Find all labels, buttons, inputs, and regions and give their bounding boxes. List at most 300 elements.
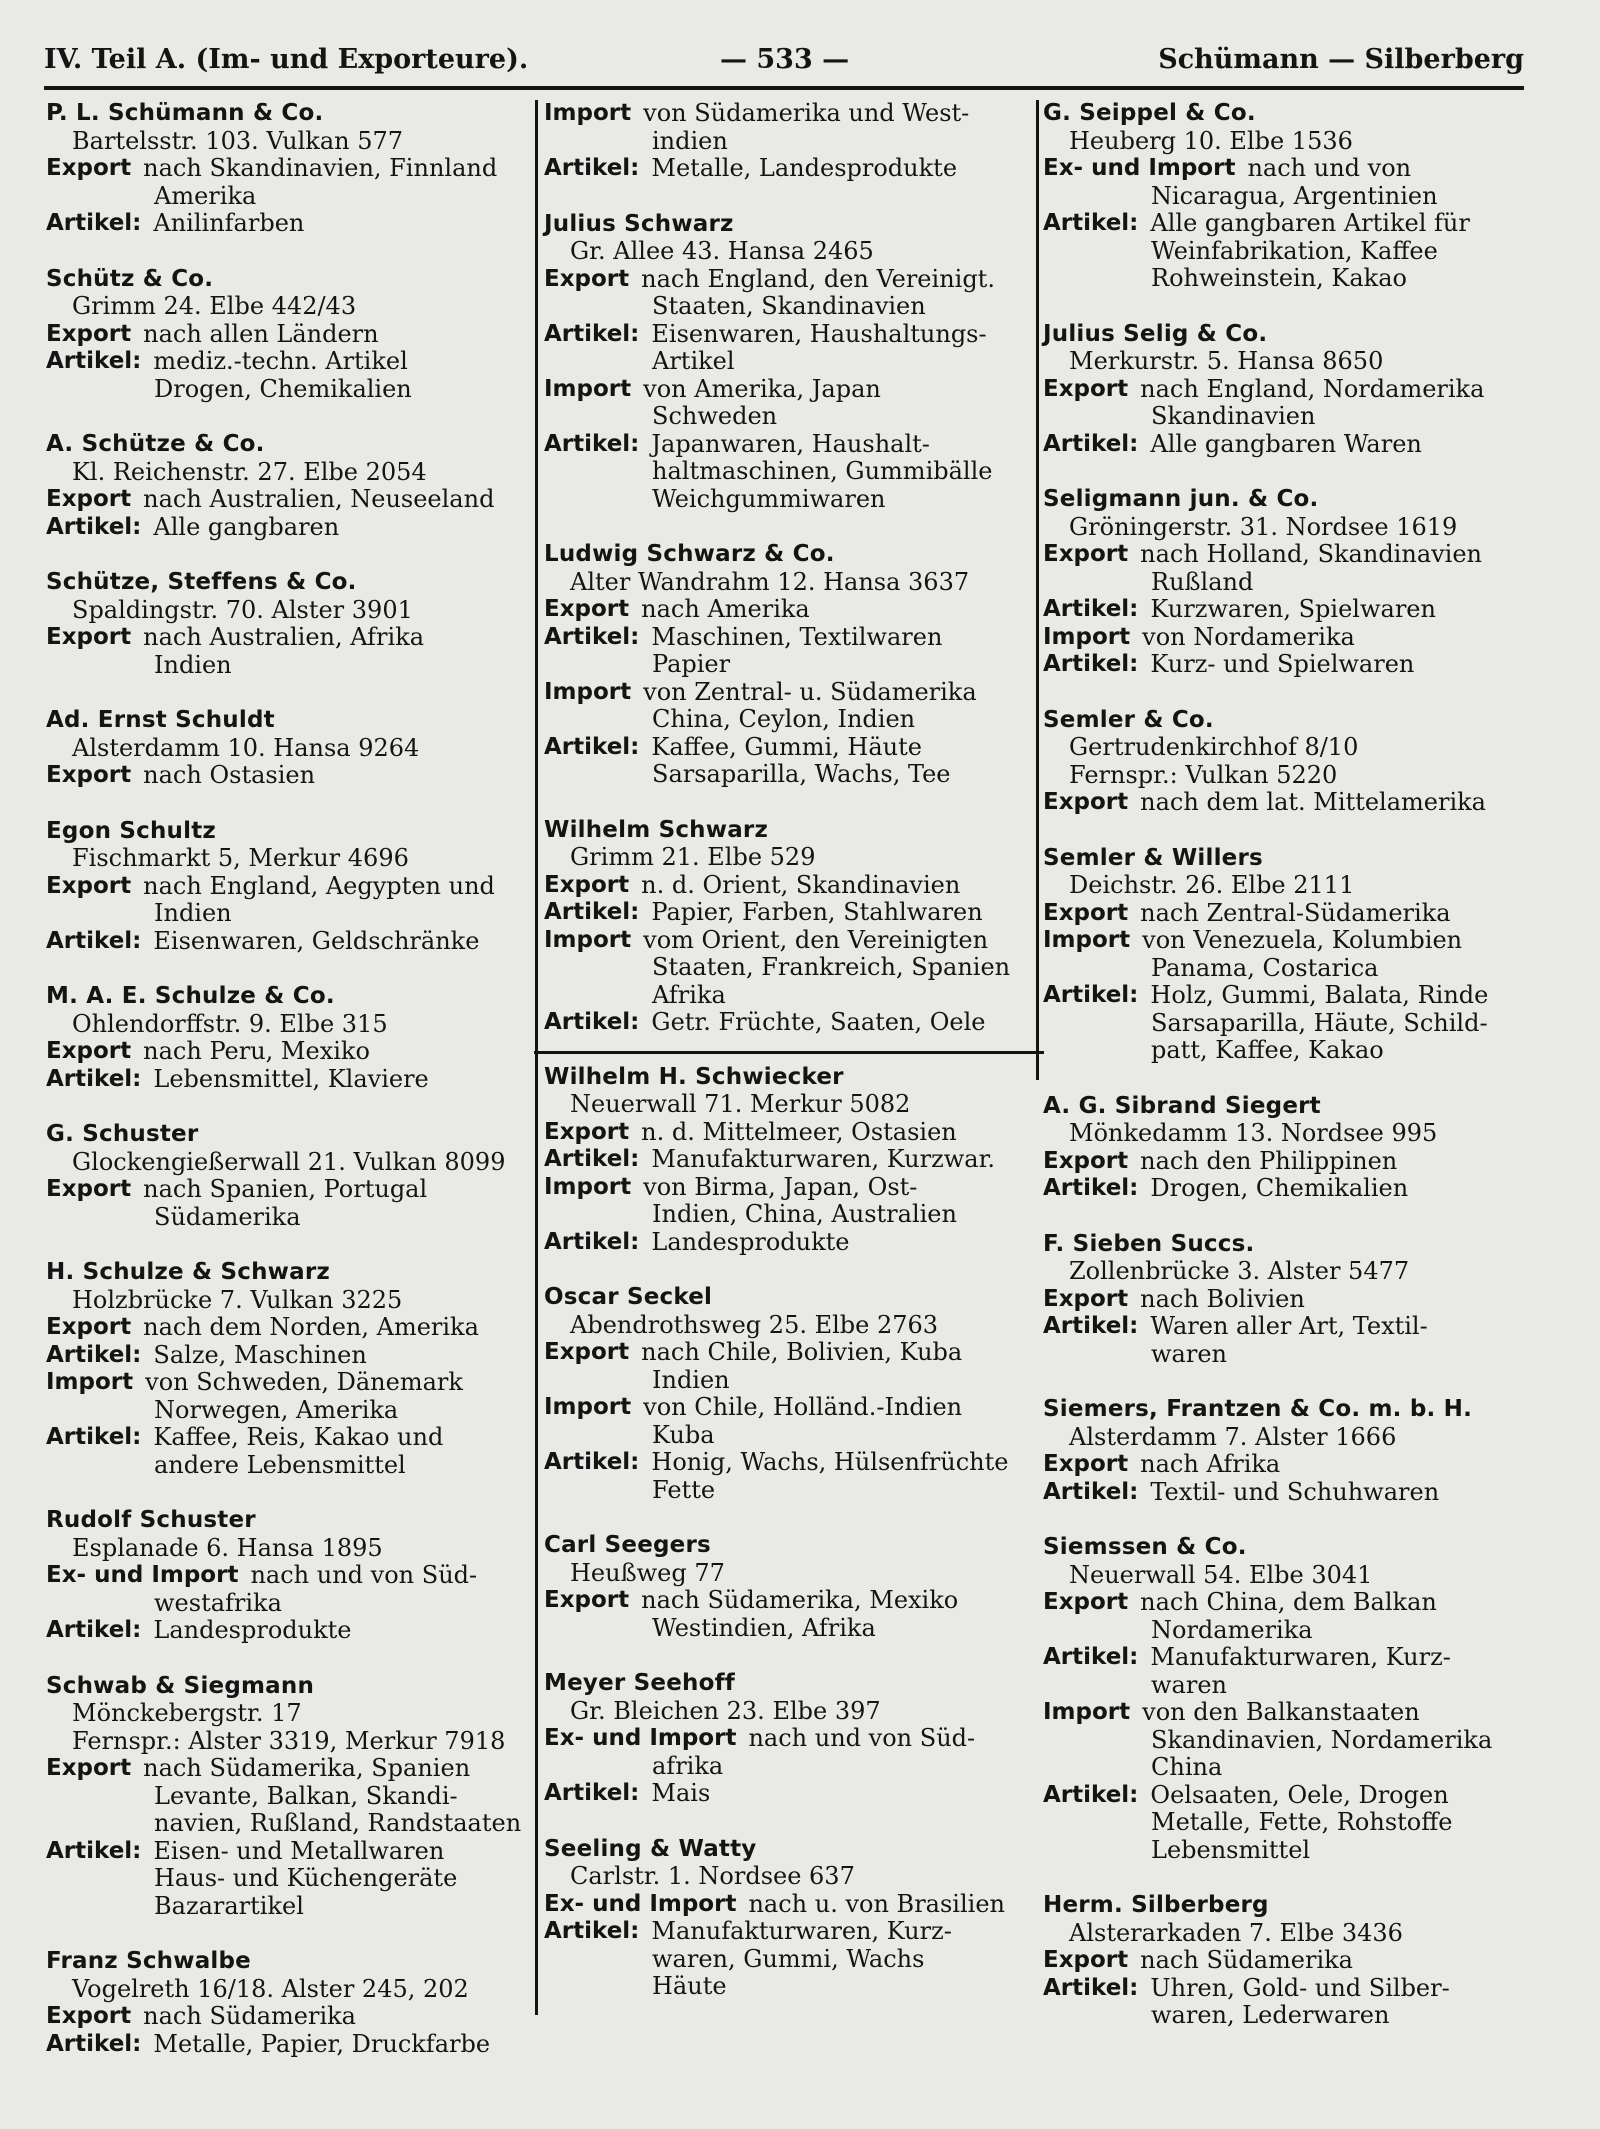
entry-row: [46, 1038, 526, 1066]
row-text: Manufakturwaren, Kurz-: [1150, 1643, 1451, 1671]
firm-entry: [1043, 321, 1535, 459]
row-label: Artikel:: [1043, 430, 1139, 457]
row-text: nach Bolivien: [1140, 1284, 1305, 1313]
row-text: nach England, den Vereinigt.: [641, 264, 995, 293]
row-text: Getr. Früchte, Saaten, Oele: [651, 1008, 986, 1036]
entry-row: [1043, 1947, 1535, 1975]
row-text: Anilinfarben: [153, 209, 305, 237]
entry-row: [544, 679, 1034, 707]
entry-row: [46, 155, 526, 183]
row-label: Import: [544, 1173, 632, 1200]
row-text: nach Südamerika, Spanien: [143, 1754, 471, 1782]
row-label: Import: [1043, 927, 1131, 953]
firm-address: Esplanade 6. Hansa 1895: [72, 1533, 383, 1562]
row-continuation: Fette: [652, 1475, 716, 1504]
entry-row: [1043, 1148, 1535, 1176]
row-label: Import: [544, 926, 632, 953]
firm-entry: [1043, 1231, 1535, 1369]
entry-row: [544, 1725, 1034, 1753]
row-label: Artikel:: [544, 155, 640, 181]
row-text: nach allen Ländern: [143, 319, 379, 348]
firm-entry: [1043, 1534, 1535, 1864]
entry-row: [46, 1066, 526, 1094]
entry-row: [1043, 1782, 1535, 1810]
firm-address: Alsterarkaden 7. Elbe 3436: [1069, 1918, 1403, 1947]
row-text: nach den Philippinen: [1140, 1146, 1398, 1175]
entry-row: [544, 100, 1034, 128]
row-label: Artikel:: [1043, 1974, 1139, 2001]
entry-row: [46, 210, 526, 238]
firm-address: Gr. Allee 43. Hansa 2465: [570, 237, 874, 265]
row-text: Waren aller Art, Textil-: [1150, 1312, 1428, 1340]
row-continuation: Papier: [652, 650, 731, 678]
firm-address: Bartelsstr. 103. Vulkan 577: [72, 126, 404, 155]
entry-row: [1043, 210, 1535, 238]
row-text: von Venezuela, Kolumbien: [1142, 926, 1463, 954]
entry-row: [46, 1755, 526, 1783]
firm-address: Gertrudenkirchhof 8/10: [1069, 733, 1359, 761]
entry-row: [544, 1587, 1034, 1615]
row-label: Artikel:: [544, 1009, 640, 1035]
column-divider-1: [535, 100, 538, 2015]
row-label: Artikel:: [46, 1065, 142, 1092]
row-text: Uhren, Gold- und Silber-: [1150, 1973, 1450, 2002]
row-text: nach Amerika: [641, 595, 810, 623]
firm-address: Abendrothsweg 25. Elbe 2763: [570, 1310, 939, 1339]
row-text: nach und von Süd-: [748, 1724, 976, 1752]
row-text: Metalle, Landesprodukte: [651, 154, 958, 182]
row-label: Export: [46, 1314, 132, 1340]
entry-row: [46, 1342, 526, 1370]
entry-row: [544, 155, 1034, 183]
firm-address: Gröningerstr. 31. Nordsee 1619: [1069, 512, 1458, 541]
firm-address: Merkurstr. 5. Hansa 8650: [1069, 347, 1384, 375]
firm-entry: [544, 1064, 1034, 1257]
firm-address: Ohlendorffstr. 9. Elbe 315: [72, 1009, 388, 1038]
row-label: Artikel:: [46, 2030, 142, 2057]
row-text: nach Afrika: [1140, 1450, 1281, 1478]
firm-name: A. Schütze & Co.: [46, 431, 265, 457]
row-label: Export: [46, 1755, 132, 1781]
entry-row: [544, 899, 1034, 927]
row-label: Artikel:: [46, 1617, 142, 1643]
firm-address: Grimm 24. Elbe 442/43: [72, 292, 357, 320]
row-continuation: Lebensmittel: [1151, 1835, 1311, 1864]
row-text: Salze, Maschinen: [153, 1340, 367, 1369]
entry-row: [46, 928, 526, 956]
row-label: Export: [1043, 789, 1129, 815]
row-label: Export: [46, 1038, 132, 1064]
entry-row: [1043, 1175, 1535, 1203]
firm-name: Wilhelm Schwarz: [544, 816, 769, 843]
row-text: Japanwaren, Haushalt-: [651, 429, 930, 458]
entry-row: [544, 734, 1034, 762]
entry-row: [46, 1369, 526, 1397]
entry-row: [1043, 376, 1535, 404]
row-label: Export: [544, 596, 630, 622]
row-continuation: indien: [652, 126, 728, 155]
row-text: Eisenwaren, Haushaltungs-: [651, 319, 987, 348]
row-text: nach Ostasien: [143, 761, 316, 789]
row-continuation: Westindien, Afrika: [652, 1613, 876, 1642]
row-text: Lebensmittel, Klaviere: [153, 1064, 429, 1093]
row-continuation: Südamerika: [154, 1202, 301, 1231]
firm-address: Carlstr. 1. Nordsee 637: [570, 1862, 855, 1890]
entry-row: [1043, 900, 1535, 928]
entry-row: [544, 376, 1034, 404]
row-label: Export: [46, 2003, 132, 2029]
firm-name: F. Sieben Succs.: [1043, 1230, 1255, 1257]
row-label: Ex- und Import: [46, 1562, 239, 1588]
firm-entry: [46, 1673, 526, 1921]
row-text: vom Orient, den Vereinigten: [643, 925, 989, 954]
firm-address: Spaldingstr. 70. Alster 3901: [72, 595, 413, 624]
row-continuation: Metalle, Fette, Rohstoffe: [1151, 1808, 1453, 1836]
firm-name: Ad. Ernst Schuldt: [46, 707, 275, 733]
entry-row: [1043, 624, 1535, 652]
row-label: Import: [544, 100, 632, 126]
entry-row: [1043, 927, 1535, 955]
firm-entry: [46, 818, 526, 956]
firm-address: Holzbrücke 7. Vulkan 3225: [72, 1285, 403, 1314]
row-text: n. d. Mittelmeer, Ostasien: [641, 1117, 957, 1146]
row-label: Artikel:: [1043, 982, 1139, 1008]
row-continuation: navien, Rußland, Randstaaten: [154, 1809, 522, 1837]
row-label: Artikel:: [1043, 1175, 1139, 1201]
entry-row: [1043, 789, 1535, 817]
row-continuation: Artikel: [652, 347, 735, 375]
firm-name: M. A. E. Schulze & Co.: [46, 983, 335, 1009]
firm-address: Alsterdamm 10. Hansa 9264: [72, 733, 420, 762]
entry-row: [1043, 651, 1535, 679]
entry-row: [1043, 596, 1535, 624]
row-text: Kurzwaren, Spielwaren: [1150, 595, 1436, 623]
row-label: Export: [46, 762, 132, 788]
firm-address: Heußweg 77: [570, 1558, 725, 1587]
row-continuation: Häute: [652, 1972, 727, 2000]
row-continuation: Schweden: [652, 402, 778, 430]
firm-address: Glockengießerwall 21. Vulkan 8099: [72, 1147, 506, 1176]
row-label: Artikel:: [1043, 596, 1139, 622]
firm-name: A. G. Sibrand Siegert: [1043, 1092, 1321, 1119]
row-label: Artikel:: [544, 430, 640, 457]
row-text: Honig, Wachs, Hülsenfrüchte: [651, 1448, 1009, 1476]
row-label: Artikel:: [544, 1780, 640, 1806]
column-divider-2: [1036, 100, 1039, 1080]
firm-address: Vogelreth 16/18. Alster 245, 202: [72, 1974, 469, 2003]
entry-row: [544, 1229, 1034, 1257]
row-label: Export: [544, 1118, 630, 1145]
entry-row: [46, 1176, 526, 1204]
row-label: Artikel:: [544, 1146, 640, 1172]
entry-row: [544, 1009, 1034, 1037]
row-text: Metalle, Papier, Druckfarbe: [153, 2029, 491, 2058]
entry-row: [544, 927, 1034, 955]
row-continuation: Amerika: [154, 181, 257, 210]
entry-row: [46, 1617, 526, 1645]
firm-name: Seeling & Watty: [544, 1835, 757, 1862]
firm-address: Alsterdamm 7. Alster 1666: [1069, 1422, 1397, 1451]
firm-address: Neuerwall 54. Elbe 3041: [1069, 1560, 1373, 1589]
firm-name: Egon Schultz: [46, 817, 216, 844]
firm-entry: [544, 1836, 1034, 2001]
firm-name: Semler & Co.: [1043, 706, 1214, 733]
row-continuation: patt, Kaffee, Kakao: [1151, 1036, 1384, 1064]
row-text: nach Holland, Skandinavien: [1140, 540, 1483, 568]
entry-row: [46, 321, 526, 349]
entry-row: [1043, 431, 1535, 459]
row-continuation: afrika: [652, 1751, 724, 1780]
row-text: Landesprodukte: [651, 1227, 850, 1256]
row-continuation: China: [1151, 1753, 1223, 1781]
row-continuation: waren, Lederwaren: [1151, 2001, 1390, 2029]
row-continuation: waren, Gummi, Wachs: [652, 1944, 925, 1973]
entry-row: [544, 624, 1034, 652]
row-label: Export: [544, 871, 630, 898]
row-label: Artikel:: [1043, 1478, 1139, 1505]
row-label: Artikel:: [1043, 1781, 1139, 1808]
row-continuation: waren: [1151, 1339, 1227, 1368]
row-text: von Amerika, Japan: [643, 374, 881, 403]
row-label: Import: [1043, 623, 1131, 650]
row-label: Ex- und Import: [1043, 155, 1236, 181]
row-label: Artikel:: [1043, 1313, 1139, 1339]
row-label: Ex- und Import: [544, 1725, 737, 1751]
row-continuation: Indien, China, Australien: [652, 1200, 957, 1228]
row-text: Papier, Farben, Stahlwaren: [651, 898, 983, 926]
entry-row: [544, 1174, 1034, 1202]
row-continuation: Sarsaparilla, Häute, Schild-: [1151, 1008, 1488, 1037]
firm-name: Seligmann jun. & Co.: [1043, 486, 1319, 512]
firm-name: Julius Selig & Co.: [1043, 320, 1268, 347]
firm-address: Fernspr.: Alster 3319, Merkur 7918: [72, 1726, 506, 1755]
firm-entry: [544, 1532, 1034, 1642]
row-label: Export: [544, 1587, 630, 1613]
row-label: Export: [46, 1176, 132, 1202]
row-continuation: Skandinavien: [1151, 402, 1316, 430]
firm-entry: [1043, 707, 1535, 817]
row-label: Export: [544, 265, 630, 292]
firm-name: Ludwig Schwarz & Co.: [544, 541, 835, 567]
row-label: Artikel:: [1043, 1644, 1139, 1670]
row-label: Artikel:: [46, 513, 142, 540]
row-text: nach Chile, Bolivien, Kuba: [641, 1338, 963, 1366]
firm-name: Schütz & Co.: [46, 265, 214, 292]
row-label: Artikel:: [544, 1449, 640, 1475]
row-text: nach Südamerika: [1140, 1946, 1353, 1974]
row-label: Export: [1043, 1947, 1129, 1973]
firm-name: Schwab & Siegmann: [46, 1672, 315, 1699]
row-label: Export: [46, 320, 132, 347]
row-continuation: Haus- und Küchengeräte: [154, 1864, 458, 1892]
firm-name: Semler & Willers: [1043, 844, 1263, 871]
row-text: nach Australien, Afrika: [143, 623, 425, 651]
firm-name: Schütze, Steffens & Co.: [46, 569, 357, 595]
row-text: nach Skandinavien, Finnland: [143, 154, 498, 182]
firm-name: G. Seippel & Co.: [1043, 100, 1256, 126]
firm-address: Heuberg 10. Elbe 1536: [1069, 126, 1353, 155]
row-continuation: Rußland: [1151, 567, 1254, 596]
page-header: [44, 36, 1524, 86]
row-label: Artikel:: [46, 1837, 142, 1864]
row-text: Eisen- und Metallwaren: [153, 1836, 445, 1865]
row-continuation: Indien: [652, 1365, 730, 1394]
row-continuation: waren: [1151, 1670, 1227, 1699]
running-head: Schümann — Silberberg: [1158, 44, 1524, 75]
row-label: Artikel:: [544, 733, 640, 760]
row-label: Export: [1043, 1451, 1129, 1477]
row-text: nach dem Norden, Amerika: [143, 1313, 479, 1341]
row-text: Holz, Gummi, Balata, Rinde: [1150, 981, 1489, 1009]
firm-name: G. Schuster: [46, 1121, 199, 1147]
row-label: Import: [544, 375, 632, 402]
firm-entry: [46, 1507, 526, 1645]
row-label: Artikel:: [46, 927, 142, 954]
firm-entry: [544, 817, 1034, 1037]
row-label: Artikel:: [544, 623, 640, 650]
row-text: von Nordamerika: [1142, 622, 1355, 651]
row-text: nach China, dem Balkan: [1140, 1588, 1437, 1616]
entry-row: [544, 266, 1034, 294]
entry-row: [1043, 1313, 1535, 1341]
entry-row: [544, 1449, 1034, 1477]
entry-row: [46, 1424, 526, 1452]
entry-row: [46, 1562, 526, 1590]
entry-row: [1043, 1479, 1535, 1507]
firm-entry: [46, 1948, 526, 2058]
firm-entry: [1043, 1396, 1535, 1506]
row-text: Alle gangbaren Artikel für: [1150, 209, 1470, 237]
row-text: von Birma, Japan, Ost-: [643, 1172, 918, 1201]
row-label: Artikel:: [1043, 651, 1139, 677]
section-title: IV. Teil A. (Im- und Exporteure).: [44, 44, 529, 75]
column-1: [46, 100, 526, 2086]
firm-address: Deichstr. 26. Elbe 2111: [1069, 871, 1355, 899]
entry-row: [544, 1119, 1034, 1147]
row-continuation: Skandinavien, Nordamerika: [1151, 1725, 1493, 1754]
entry-row: [1043, 155, 1535, 183]
firm-name: P. L. Schümann & Co.: [46, 100, 324, 126]
firm-entry: [1043, 1093, 1535, 1203]
row-label: Artikel:: [46, 348, 142, 374]
firm-name: Herm. Silberberg: [1043, 1892, 1269, 1918]
entry-row: [544, 1146, 1034, 1174]
row-continuation: Indien: [154, 650, 232, 679]
row-text: Oelsaaten, Oele, Drogen: [1150, 1780, 1449, 1809]
firm-entry: [46, 431, 526, 541]
row-text: Eisenwaren, Geldschränke: [153, 926, 480, 955]
entry-row: [46, 348, 526, 376]
row-label: Export: [544, 1339, 630, 1365]
entry-row: [46, 514, 526, 542]
firm-entry: [1043, 1892, 1535, 2030]
entry-row: [46, 486, 526, 514]
page-number: — 533 —: [720, 44, 850, 75]
entry-row: [544, 431, 1034, 459]
row-label: Export: [46, 624, 132, 650]
entry-row: [46, 1314, 526, 1342]
entry-row: [1043, 1699, 1535, 1727]
firm-entry: [46, 707, 526, 790]
row-label: Export: [46, 872, 132, 899]
row-label: Import: [544, 678, 632, 705]
firm-address: Mönckebergstr. 17: [72, 1699, 302, 1727]
row-continuation: Afrika: [652, 980, 726, 1009]
row-text: Drogen, Chemikalien: [1150, 1174, 1409, 1202]
firm-address: Grimm 21. Elbe 529: [570, 843, 816, 871]
row-label: Export: [1043, 1589, 1129, 1615]
firm-entry: [46, 1121, 526, 1231]
entry-row: [1043, 1644, 1535, 1672]
row-text: mediz.-techn. Artikel: [153, 347, 408, 375]
entry-row: [1043, 1286, 1535, 1314]
row-continuation: Panama, Costarica: [1151, 953, 1379, 982]
row-label: Import: [1043, 1699, 1131, 1725]
row-text: n. d. Orient, Skandinavien: [641, 870, 961, 899]
row-label: Artikel:: [46, 1341, 142, 1368]
entry-row: [46, 762, 526, 790]
row-text: Alle gangbaren: [153, 512, 340, 541]
row-continuation: Kuba: [652, 1420, 715, 1449]
firm-entry: [46, 1259, 526, 1479]
firm-name: H. Schulze & Schwarz: [46, 1259, 330, 1285]
row-continuation: Staaten, Frankreich, Spanien: [652, 953, 1011, 981]
row-text: Manufakturwaren, Kurz-: [651, 1917, 952, 1945]
entry-row: [544, 872, 1034, 900]
row-label: Export: [46, 155, 132, 181]
firm-entry: [544, 211, 1034, 514]
row-text: Landesprodukte: [153, 1616, 352, 1644]
row-label: Import: [544, 1394, 632, 1420]
row-text: nach dem lat. Mittelamerika: [1140, 788, 1486, 816]
firm-entry: [1043, 845, 1535, 1065]
row-label: Artikel:: [46, 1424, 142, 1450]
row-continuation: Levante, Balkan, Skandi-: [154, 1781, 458, 1810]
row-continuation: andere Lebensmittel: [154, 1450, 406, 1479]
row-text: von den Balkanstaaten: [1142, 1698, 1420, 1726]
firm-address: Neuerwall 71. Merkur 5082: [570, 1090, 911, 1118]
firm-address: Fischmarkt 5, Merkur 4696: [72, 844, 409, 872]
row-continuation: Indien: [154, 899, 232, 927]
row-continuation: Nicaragua, Argentinien: [1151, 181, 1438, 210]
row-label: Export: [1043, 899, 1129, 926]
row-text: Alle gangbaren Waren: [1150, 429, 1422, 458]
entry-row: [46, 624, 526, 652]
firm-name: Franz Schwalbe: [46, 1948, 251, 1974]
firm-name: Rudolf Schuster: [46, 1507, 256, 1533]
entry-row: [46, 1838, 526, 1866]
row-continuation: Bazarartikel: [154, 1891, 304, 1920]
firm-name: Siemssen & Co.: [1043, 1534, 1247, 1560]
entry-row: [46, 2003, 526, 2031]
row-label: Artikel:: [544, 1228, 640, 1255]
row-continuation: haltmaschinen, Gummibälle: [652, 457, 993, 485]
firm-name: Wilhelm H. Schwiecker: [544, 1063, 844, 1090]
row-label: Import: [46, 1369, 134, 1395]
entry-row: [46, 873, 526, 901]
entry-row: [544, 1339, 1034, 1367]
row-label: Export: [1043, 1147, 1129, 1174]
row-continuation: Weinfabrikation, Kaffee: [1151, 236, 1438, 265]
column-2: [544, 100, 1034, 2029]
row-text: Textil- und Schuhwaren: [1150, 1477, 1440, 1506]
row-text: nach England, Nordamerika: [1140, 374, 1485, 403]
entry-row: [1043, 1975, 1535, 2003]
entry-row: [1043, 541, 1535, 569]
firm-address: Zollenbrücke 3. Alster 5477: [1069, 1257, 1410, 1285]
firm-address: Mönkedamm 13. Nordsee 995: [1069, 1119, 1438, 1147]
row-continuation: Sarsaparilla, Wachs, Tee: [652, 760, 951, 788]
